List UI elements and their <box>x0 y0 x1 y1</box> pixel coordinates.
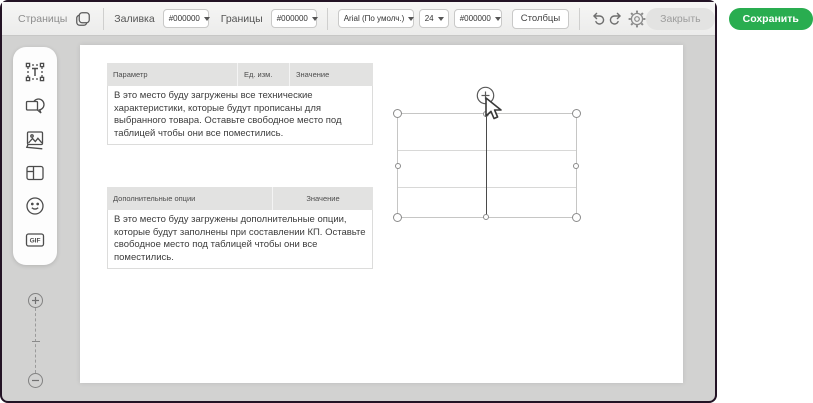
chevron-down-icon <box>312 17 318 21</box>
fill-color-select[interactable] <box>163 9 209 28</box>
header-cell: Значение <box>272 187 373 210</box>
fill-label: Заливка <box>114 12 155 25</box>
table-row-divider <box>398 150 576 151</box>
fill-color-value: #000000 <box>168 14 200 23</box>
chevron-down-icon <box>495 17 501 21</box>
zoom-out-button[interactable] <box>28 373 43 388</box>
resize-handle-nw[interactable] <box>393 109 402 118</box>
top-toolbar <box>2 2 799 36</box>
zoom-slider-track[interactable] <box>35 308 36 373</box>
font-size-select[interactable] <box>419 9 449 28</box>
selected-table[interactable] <box>397 113 577 218</box>
table-header-row <box>107 63 373 86</box>
mouse-cursor-icon <box>483 97 503 121</box>
table-placeholder-text: В это место буду загружены все технические характеристики, которые будут прописаны для выбранного товара. Оставьте свободное место под таблицей чтобы они все поместились. <box>107 86 373 145</box>
text-color-value: #000000 <box>459 14 491 23</box>
table-placeholder-text: В это место буду загружены дополнительные опции, которые будут заполнены при составлении КП. Оставьте свободное место под таблицей чтобы они все поместились. <box>107 210 373 269</box>
resize-handle-sw[interactable] <box>393 213 402 222</box>
text-color-select[interactable] <box>454 9 502 28</box>
table-header-row <box>107 187 373 210</box>
resize-handle-s[interactable] <box>483 214 489 220</box>
borders-label: Границы <box>220 12 263 25</box>
columns-button[interactable]: Столбцы <box>512 9 569 29</box>
font-size-value: 24 <box>424 14 434 23</box>
header-cell: Дополнительные опции <box>113 194 196 203</box>
header-cell: Значение <box>289 63 373 86</box>
text-tool-button[interactable] <box>22 59 48 85</box>
save-button[interactable]: Сохранить <box>729 8 813 30</box>
emoji-tool-button[interactable] <box>22 193 48 219</box>
toolbar-divider <box>579 8 580 30</box>
border-color-select[interactable] <box>271 9 317 28</box>
gif-label: GIF <box>29 237 41 245</box>
shapes-tool-button[interactable] <box>22 92 48 118</box>
resize-handle-e[interactable] <box>573 163 579 169</box>
header-cell: Ед. изм. <box>237 63 289 86</box>
resize-handle-ne[interactable] <box>572 109 581 118</box>
font-family-value: Arial (По умолч.) <box>343 14 405 23</box>
toolbar-divider <box>103 8 104 30</box>
toolbar-divider <box>327 8 328 30</box>
zoom-in-button[interactable] <box>28 293 43 308</box>
gif-tool-button[interactable] <box>22 227 48 253</box>
tools-sidebar <box>13 47 57 265</box>
chevron-down-icon <box>204 17 210 21</box>
resize-handle-w[interactable] <box>395 163 401 169</box>
border-color-value: #000000 <box>276 14 308 23</box>
gear-icon[interactable] <box>628 8 646 30</box>
zoom-control <box>13 293 57 388</box>
zoom-slider-handle[interactable] <box>32 341 40 342</box>
redo-icon[interactable] <box>607 8 624 30</box>
column-insert-line <box>486 114 487 217</box>
options-table[interactable] <box>107 187 373 269</box>
font-family-select[interactable] <box>338 9 414 28</box>
table-row-divider <box>398 187 576 188</box>
image-tool-button[interactable] <box>22 126 48 152</box>
parameters-table[interactable] <box>107 63 373 145</box>
header-cell: Параметр <box>113 70 148 79</box>
document-page[interactable] <box>80 45 683 383</box>
undo-icon[interactable] <box>590 8 607 30</box>
layout-tool-button[interactable] <box>22 160 48 186</box>
chevron-down-icon <box>408 17 414 21</box>
pages-label: Страницы <box>18 12 68 25</box>
close-button[interactable]: Закрыть <box>646 8 714 30</box>
resize-handle-se[interactable] <box>572 213 581 222</box>
chevron-down-icon <box>438 17 444 21</box>
pages-icon[interactable] <box>73 8 93 30</box>
